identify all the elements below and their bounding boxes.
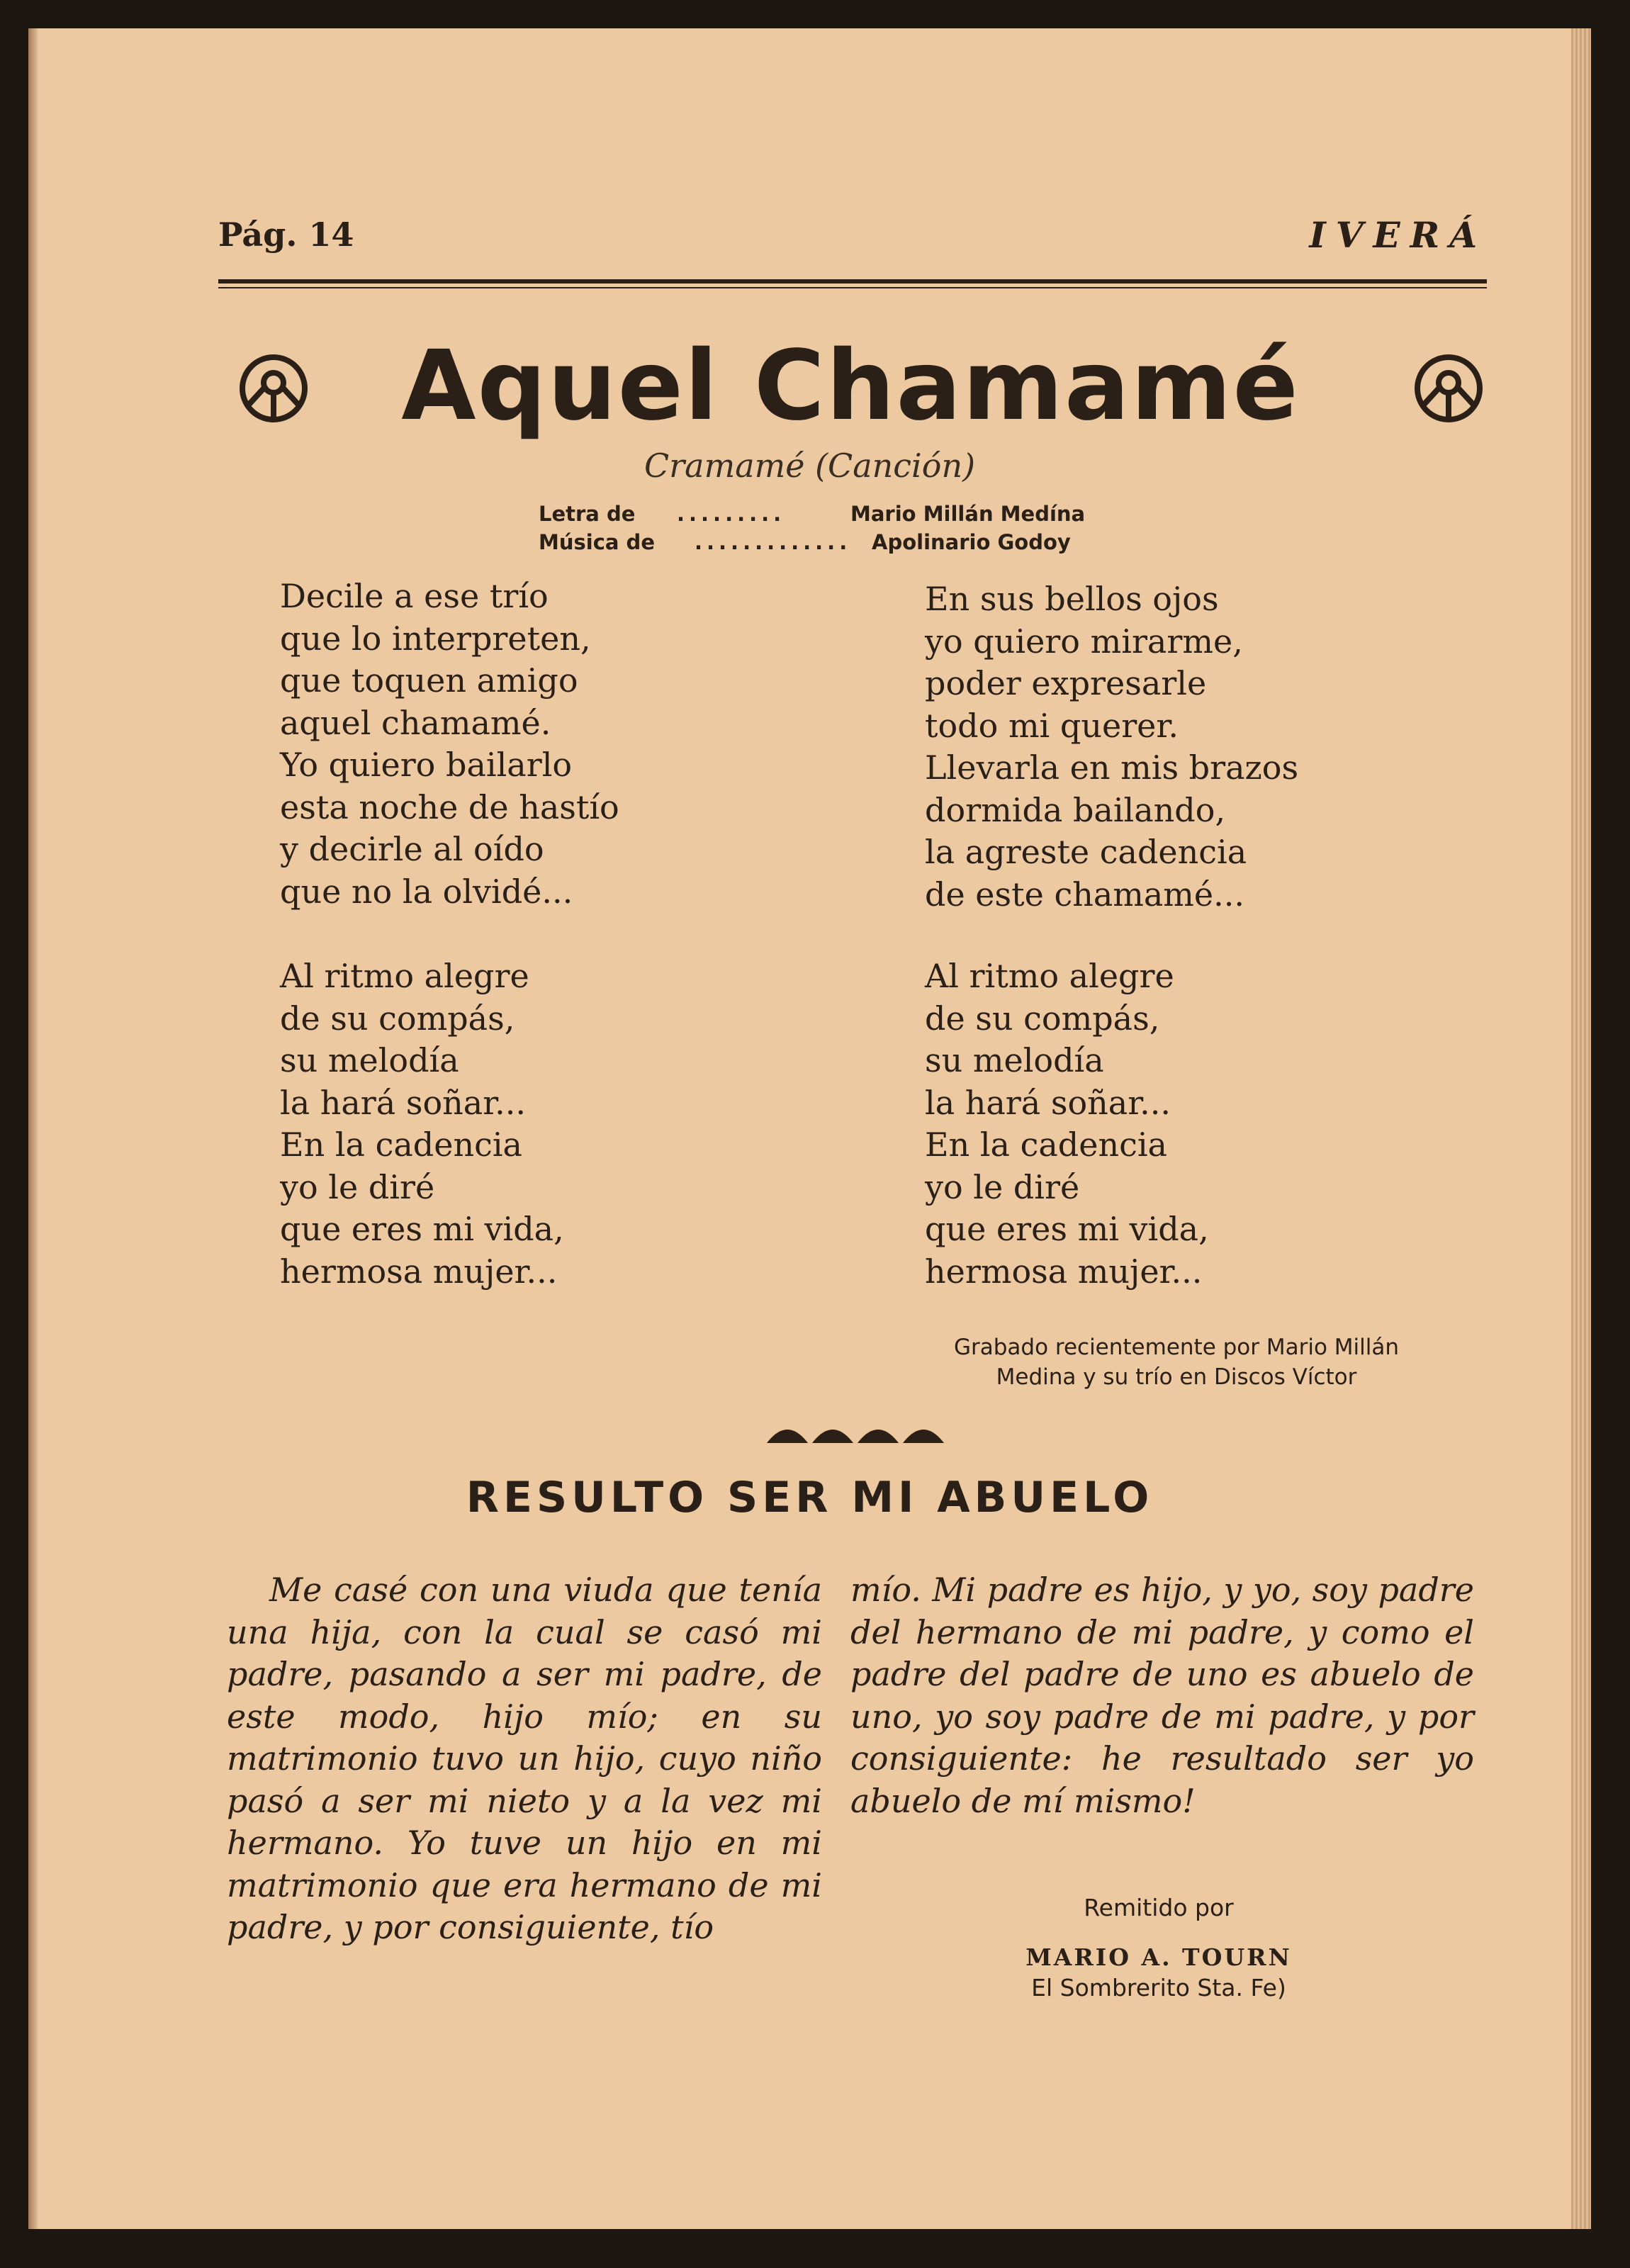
verse-line: yo quiero mirarme, (925, 622, 1243, 661)
lyrics-dots: ......... (677, 502, 786, 526)
song-subtitle: Cramamé (Canción) (643, 447, 976, 485)
verse-line: yo le diré (925, 1167, 1080, 1206)
page-number: Pág. 14 (218, 215, 354, 254)
stanza-left-1 (280, 576, 619, 913)
song-title: Aquel Chamamé (401, 330, 1300, 442)
music-dots: ............. (695, 530, 852, 554)
lyrics-credit (539, 502, 1176, 529)
verse-line: que toquen amigo (280, 661, 578, 700)
verse-line: Al ritmo alegre (280, 957, 529, 995)
recording-note-line: Medina y su trío en Discos Víctor (996, 1364, 1357, 1390)
verse-line: su melodía (925, 1041, 1104, 1079)
stanza-right-2 (925, 955, 1209, 1293)
verse-line: la agreste cadencia (925, 833, 1247, 871)
lyrics-label: Letra de (539, 502, 636, 526)
verse-line: hermosa mujer... (925, 1252, 1203, 1291)
stanza-right-1 (925, 578, 1298, 916)
verse-line: En sus bellos ojos (925, 580, 1219, 618)
recording-note-line: Grabado recientemente por Mario Millán (953, 1335, 1400, 1360)
verse-line: de su compás, (280, 999, 515, 1038)
header-rule (218, 279, 1487, 284)
song-title-row (213, 330, 1488, 442)
author-place: El Sombrerito Sta. Fe) (1031, 1974, 1286, 2002)
verse-line: En la cadencia (925, 1125, 1167, 1164)
verse-line: de su compás, (925, 999, 1160, 1038)
verse-line: esta noche de hastío (280, 787, 619, 826)
verse-line: que no la olvidé... (280, 872, 573, 911)
arches-divider-icon (765, 1416, 950, 1444)
article-paragraph-left: Me casé con una viuda que tenía una hija, con la cual se casó mi padre, pasando a ser mi padre, de este modo, hijo mío; en su matrimonio tuvo un hijo, cuyo niño pasó a ser mi nieto y a la vez mi hermano. Yo tuve un hijo en mi matrimonio que era hermano de mi padre, y por consiguiente, tío (227, 1571, 822, 1946)
verse-line: Al ritmo alegre (925, 957, 1174, 995)
verse-line: Yo quiero bailarlo (280, 746, 573, 784)
verse-line: hermosa mujer... (280, 1252, 558, 1291)
music-label: Música de (539, 530, 655, 554)
music-author: Apolinario Godoy (872, 530, 1071, 554)
verse-line: y decirle al oído (280, 830, 544, 868)
magazine-page (28, 28, 1591, 2229)
music-credit (539, 530, 1176, 557)
verse-line: todo mi querer. (925, 706, 1179, 745)
article-title: RESULTO SER MI ABUELO (466, 1473, 1154, 1522)
magazine-name: IVERÁ (1309, 214, 1487, 256)
verse-line: que eres mi vida, (280, 1210, 564, 1248)
verse-line: Llevarla en mis brazos (925, 748, 1299, 787)
verse-line: dormida bailando, (925, 790, 1226, 829)
verse-line: que eres mi vida, (925, 1210, 1209, 1248)
article-author: MARIO A. TOURN (1025, 1943, 1292, 1971)
verse-line: la hará soñar... (280, 1083, 526, 1122)
stanza-left-2 (280, 955, 564, 1293)
page-header (218, 204, 1487, 254)
verse-line: En la cadencia (280, 1125, 522, 1164)
verse-line: su melodía (280, 1041, 459, 1079)
header-rule-thin (218, 287, 1487, 288)
ornament-icon (1413, 353, 1484, 424)
verse-line: de este chamamé... (925, 875, 1245, 914)
verse-line: yo le diré (280, 1167, 435, 1206)
recording-note (858, 1332, 1495, 1392)
verse-line: que lo interpreten, (280, 619, 591, 658)
song-credits (539, 502, 1176, 558)
page-edges (1571, 28, 1591, 2229)
article-paragraph-right: mío. Mi padre es hijo, y yo, soy padre del hermano de mi padre, y como el padre del padre de uno es abuelo de uno, yo soy padre de mi padre, y por consiguiente: he resultado ser yo abuelo de mí mismo! (850, 1571, 1474, 1820)
sent-by-label: Remitido por (1084, 1894, 1234, 1921)
verse-line: la hará soñar... (925, 1083, 1171, 1122)
page-spine (28, 28, 38, 2229)
verse-line: Decile a ese trío (280, 577, 549, 615)
verse-line: aquel chamamé. (280, 703, 551, 742)
verse-line: poder expresarle (925, 664, 1207, 702)
lyrics-author: Mario Millán Medína (850, 502, 1086, 526)
